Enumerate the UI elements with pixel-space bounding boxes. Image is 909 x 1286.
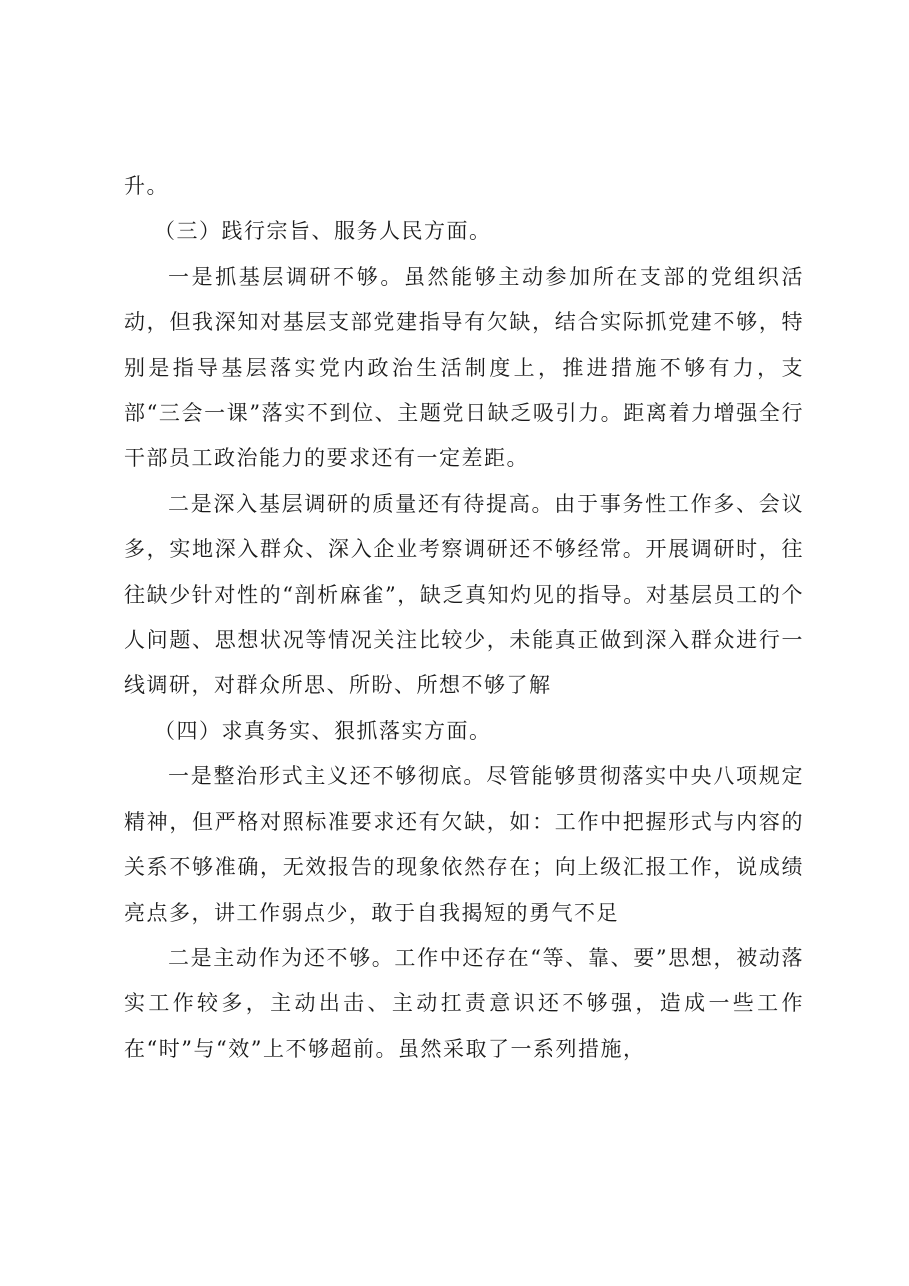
paragraph-continuation: 升。	[124, 174, 169, 198]
section-heading-4: （四）求真务实、狠抓落实方面。	[154, 718, 492, 743]
paragraph-body: 一是整治形式主义还不够彻底。尽管能够贯彻落实中央八项规定精神，但严格对照标准要求还有欠缺，如：工作中把握形式与内容的关系不够准确，无效报告的现象依然存在；向上级汇报工作，说成绩亮点多，讲工作弱点少，敢于自我揭短的勇气不足	[124, 764, 804, 925]
paragraph-body: 一是抓基层调研不够。虽然能够主动参加所在支部的党组织活动，但我深知对基层支部党建指导有欠缺，结合实际抓党建不够，特别是指导基层落实党内政治生活制度上，推进措施不够有力，支部“三会一课”落实不到位、主题党日缺乏吸引力。距离着力增强全行干部员工政治能力的要求还有一定差距。	[124, 264, 804, 471]
paragraph-body: 二是主动作为还不够。工作中还存在“等、靠、要”思想，被动落实工作较多，主动出击、主动扛责意识还不够强，造成一些工作在“时”与“效”上不够超前。虽然采取了一系列措施，	[124, 945, 804, 1061]
document-body	[124, 164, 804, 1072]
section-heading-3: （三）践行宗旨、服务人民方面。	[154, 219, 492, 244]
paragraph-body: 二是深入基层调研的质量还有待提高。由于事务性工作多、会议多，实地深入群众、深入企业考察调研还不够经常。开展调研时，往往缺少针对性的“剖析麻雀”，缺乏真知灼见的指导。对基层员工的个人问题、思想状况等情况关注比较少，未能真正做到深入群众进行一线调研，对群众所思、所盼、所想不够了解	[124, 491, 804, 698]
